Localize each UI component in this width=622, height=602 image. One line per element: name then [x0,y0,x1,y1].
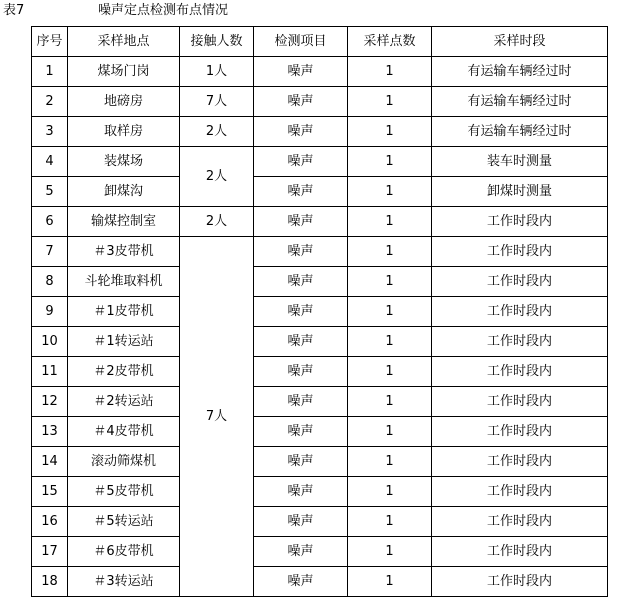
item-cell: 噪声 [254,447,348,477]
location-cell: ＃6皮带机 [68,537,180,567]
points-cell: 1 [348,387,432,417]
persons-cell: 2人 [180,207,254,237]
table-title: 噪声定点检测布点情况 [98,3,229,18]
persons-cell: 1人 [180,57,254,87]
table-row [32,447,608,477]
location-cell: 斗轮堆取料机 [68,267,180,297]
period-cell: 工作时段内 [432,237,608,267]
points-cell: 1 [348,297,432,327]
header-row [32,27,608,57]
row-number-cell: 5 [32,177,68,207]
table-row [32,177,608,207]
location-cell: 装煤场 [68,147,180,177]
period-cell: 装车时测量 [432,147,608,177]
item-cell: 噪声 [254,267,348,297]
period-cell: 有运输车辆经过时 [432,117,608,147]
row-number-cell: 12 [32,387,68,417]
points-cell: 1 [348,177,432,207]
points-cell: 1 [348,567,432,597]
table-row [32,267,608,297]
table-row [32,507,608,537]
table-row [32,537,608,567]
row-number-cell: 8 [32,267,68,297]
header-cell: 接触人数 [180,27,254,57]
item-cell: 噪声 [254,237,348,267]
table-row [32,567,608,597]
period-cell: 有运输车辆经过时 [432,57,608,87]
points-cell: 1 [348,57,432,87]
period-cell: 工作时段内 [432,507,608,537]
table-row [32,147,608,177]
item-cell: 噪声 [254,567,348,597]
row-number-cell: 15 [32,477,68,507]
row-number-cell: 9 [32,297,68,327]
row-number-cell: 16 [32,507,68,537]
item-cell: 噪声 [254,117,348,147]
item-cell: 噪声 [254,207,348,237]
row-number-cell: 18 [32,567,68,597]
header-cell: 采样时段 [432,27,608,57]
location-cell: 地磅房 [68,87,180,117]
header-cell: 采样地点 [68,27,180,57]
item-cell: 噪声 [254,537,348,567]
header-cell: 检测项目 [254,27,348,57]
row-number-cell: 2 [32,87,68,117]
table-row [32,237,608,267]
item-cell: 噪声 [254,327,348,357]
table-number: 表7 [3,3,25,18]
table-row [32,417,608,447]
period-cell: 有运输车辆经过时 [432,87,608,117]
points-cell: 1 [348,237,432,267]
points-cell: 1 [348,267,432,297]
persons-cell: 7人 [180,237,254,597]
location-cell: ＃1转运站 [68,327,180,357]
location-cell: 输煤控制室 [68,207,180,237]
period-cell: 工作时段内 [432,207,608,237]
location-cell: ＃3转运站 [68,567,180,597]
item-cell: 噪声 [254,87,348,117]
table-row [32,207,608,237]
points-cell: 1 [348,507,432,537]
item-cell: 噪声 [254,387,348,417]
row-number-cell: 17 [32,537,68,567]
row-number-cell: 4 [32,147,68,177]
header-cell: 序号 [32,27,68,57]
item-cell: 噪声 [254,177,348,207]
location-cell: ＃2转运站 [68,387,180,417]
points-cell: 1 [348,147,432,177]
location-cell: ＃4皮带机 [68,417,180,447]
location-cell: 卸煤沟 [68,177,180,207]
location-cell: ＃5转运站 [68,507,180,537]
persons-cell: 2人 [180,117,254,147]
period-cell: 工作时段内 [432,537,608,567]
location-cell: ＃5皮带机 [68,477,180,507]
header-cell: 采样点数 [348,27,432,57]
row-number-cell: 11 [32,357,68,387]
item-cell: 噪声 [254,147,348,177]
table-row [32,57,608,87]
location-cell: 煤场门岗 [68,57,180,87]
location-cell: 取样房 [68,117,180,147]
table-row [32,117,608,147]
period-cell: 工作时段内 [432,387,608,417]
points-cell: 1 [348,207,432,237]
row-number-cell: 7 [32,237,68,267]
points-cell: 1 [348,447,432,477]
persons-cell: 7人 [180,87,254,117]
location-cell: ＃2皮带机 [68,357,180,387]
row-number-cell: 13 [32,417,68,447]
item-cell: 噪声 [254,357,348,387]
table-row [32,357,608,387]
row-number-cell: 6 [32,207,68,237]
points-cell: 1 [348,537,432,567]
item-cell: 噪声 [254,417,348,447]
period-cell: 卸煤时测量 [432,177,608,207]
table-row [32,327,608,357]
period-cell: 工作时段内 [432,297,608,327]
item-cell: 噪声 [254,297,348,327]
item-cell: 噪声 [254,507,348,537]
points-cell: 1 [348,477,432,507]
points-cell: 1 [348,87,432,117]
item-cell: 噪声 [254,477,348,507]
points-cell: 1 [348,117,432,147]
row-number-cell: 1 [32,57,68,87]
table-row [32,297,608,327]
period-cell: 工作时段内 [432,327,608,357]
period-cell: 工作时段内 [432,267,608,297]
location-cell: ＃1皮带机 [68,297,180,327]
row-number-cell: 10 [32,327,68,357]
period-cell: 工作时段内 [432,477,608,507]
points-cell: 1 [348,327,432,357]
row-number-cell: 3 [32,117,68,147]
period-cell: 工作时段内 [432,567,608,597]
period-cell: 工作时段内 [432,447,608,477]
location-cell: ＃3皮带机 [68,237,180,267]
points-cell: 1 [348,357,432,387]
table-row [32,387,608,417]
noise-monitoring-table [31,26,608,597]
table-row [32,477,608,507]
persons-cell: 2人 [180,147,254,207]
table-row [32,87,608,117]
row-number-cell: 14 [32,447,68,477]
period-cell: 工作时段内 [432,357,608,387]
points-cell: 1 [348,417,432,447]
location-cell: 滚动筛煤机 [68,447,180,477]
period-cell: 工作时段内 [432,417,608,447]
item-cell: 噪声 [254,57,348,87]
